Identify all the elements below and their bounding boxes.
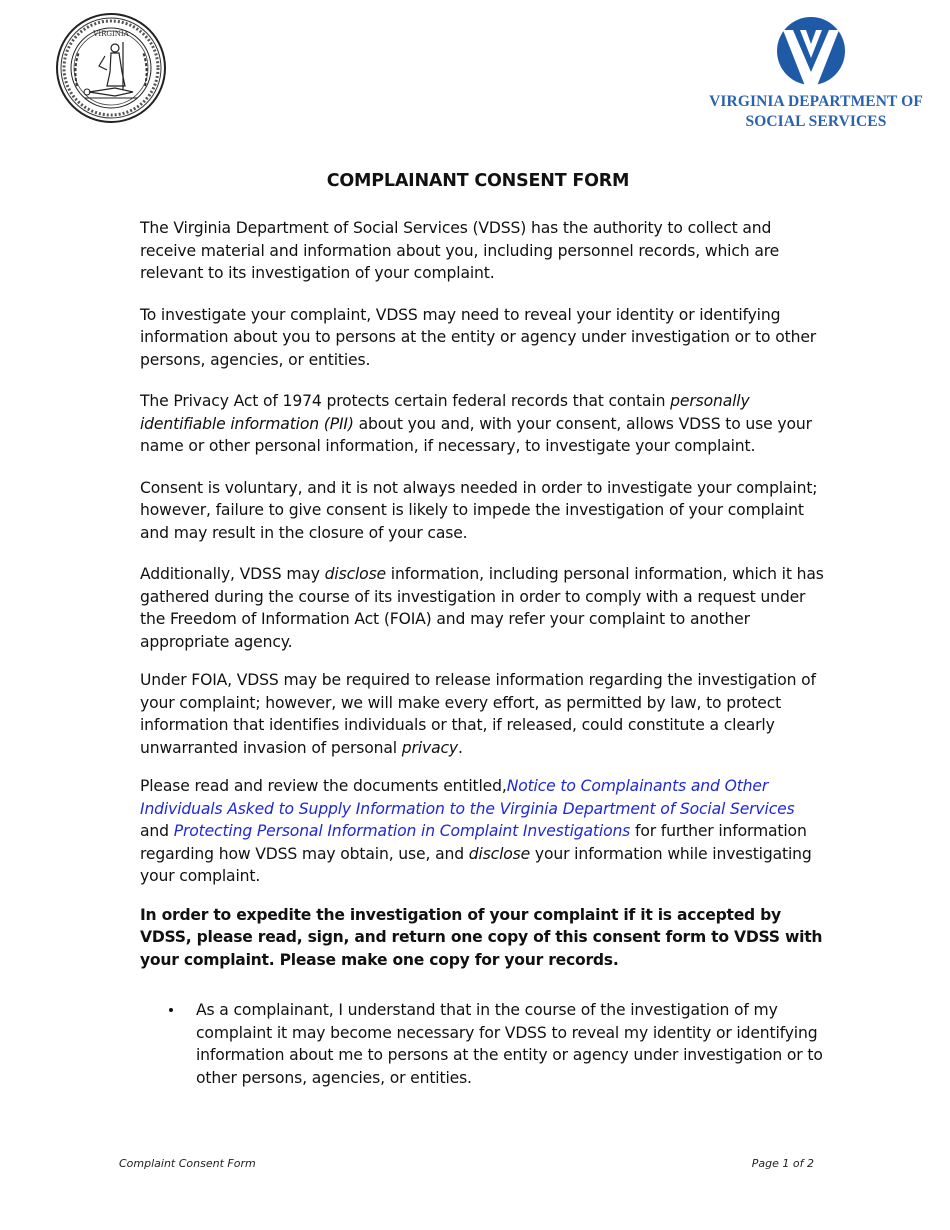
review-text-end: your information while investigating your complaint.	[140, 844, 812, 885]
state-seal-icon	[55, 12, 167, 124]
review-text-continued: for further information regarding how VDSS may obtain, use, and	[140, 822, 807, 863]
foia-release-end: .	[457, 738, 463, 757]
review-text: Please read and review the documents entitled,	[140, 777, 507, 795]
privacy-act-text: The Privacy Act of 1974 protects certain federal records that contain	[140, 392, 671, 410]
consent-statements	[140, 999, 830, 1089]
disclose-term: disclose	[324, 565, 386, 583]
bullet-icon	[169, 1008, 173, 1012]
paragraph-identity: To investigate your complaint, VDSS may need to reveal your identity or identifying information about you to persons at the entity or agency under investigation or to other persons, agencies, or entities.	[140, 305, 817, 369]
review-and: and	[140, 822, 174, 840]
privacy-act-text-end: about you and, with your consent, allows VDSS to use your name or other personal information, if necessary, to investigate your complaint.	[140, 414, 812, 455]
paragraph-privacy-act	[140, 390, 830, 458]
list-item	[140, 999, 830, 1089]
paragraph-review-documents	[140, 775, 830, 888]
footer-form-name: Complaint Consent Form	[119, 1157, 256, 1170]
privacy-term: privacy	[401, 738, 458, 757]
paragraph-instructions: In order to expedite the investigation of your complaint if it is accepted by VDSS, please read, sign, and return one copy of this consent form to VDSS with your complaint. Please make one copy for your records.	[140, 905, 823, 969]
page-title: COMPLAINANT CONSENT FORM	[326, 171, 630, 191]
foia-release-text: Under FOIA, VDSS may be required to release information regarding the investigation of your complaint; however, we will make every effort, as permitted by law, to protect information that identifies individuals or that, if released, could constitute a clearly unwarranted invasion of personal	[140, 671, 816, 757]
agency-name-line2: SOCIAL SERVICES	[745, 113, 887, 130]
disclose-term-2: disclose	[468, 844, 531, 863]
vdss-logo	[700, 14, 932, 132]
agency-name-line1: VIRGINIA DEPARTMENT OF	[709, 93, 923, 110]
notice-to-complainants-link[interactable]: Notice to Complainants and Other Individuals Asked to Supply Information to the Virginia Department of Social Services	[140, 777, 795, 818]
paragraph-foia-release	[140, 669, 830, 759]
vdss-logo-mark-icon	[774, 14, 848, 88]
foia-text-end: information, including personal information, which it has gathered during the course of its investigation in order to comply with a request under the Freedom of Information Act (FOIA) and may refer your complaint to another appropriate agency.	[140, 565, 824, 651]
pii-term: personally identifiable information (PII)	[140, 392, 750, 433]
virginia-state-seal	[55, 12, 167, 124]
agency-name	[700, 92, 932, 132]
foia-text: Additionally, VDSS may	[140, 565, 325, 583]
form-body	[140, 217, 830, 1089]
svg-text:VIRGINIA: VIRGINIA	[93, 30, 129, 38]
paragraph-consent-voluntary: Consent is voluntary, and it is not always needed in order to investigate your complaint; however, failure to give consent is likely to impede the investigation of your complaint and may result in the closure of your case.	[140, 478, 818, 542]
protecting-personal-information-link[interactable]: Protecting Personal Information in Complaint Investigations	[173, 822, 631, 840]
paragraph-foia-disclosure	[140, 563, 830, 653]
consent-statement-text: As a complainant, I understand that in the course of the investigation of my complaint it may become necessary for VDSS to reveal my identity or identifying information about me to persons at the entity or agency under investigation or to other persons, agencies, or entities.	[196, 1001, 823, 1087]
footer-page-number: Page 1 of 2	[751, 1157, 814, 1170]
paragraph-authority: The Virginia Department of Social Services (VDSS) has the authority to collect and receive material and information about you, including personnel records, which are relevant to its investigation of your complaint.	[140, 219, 780, 282]
